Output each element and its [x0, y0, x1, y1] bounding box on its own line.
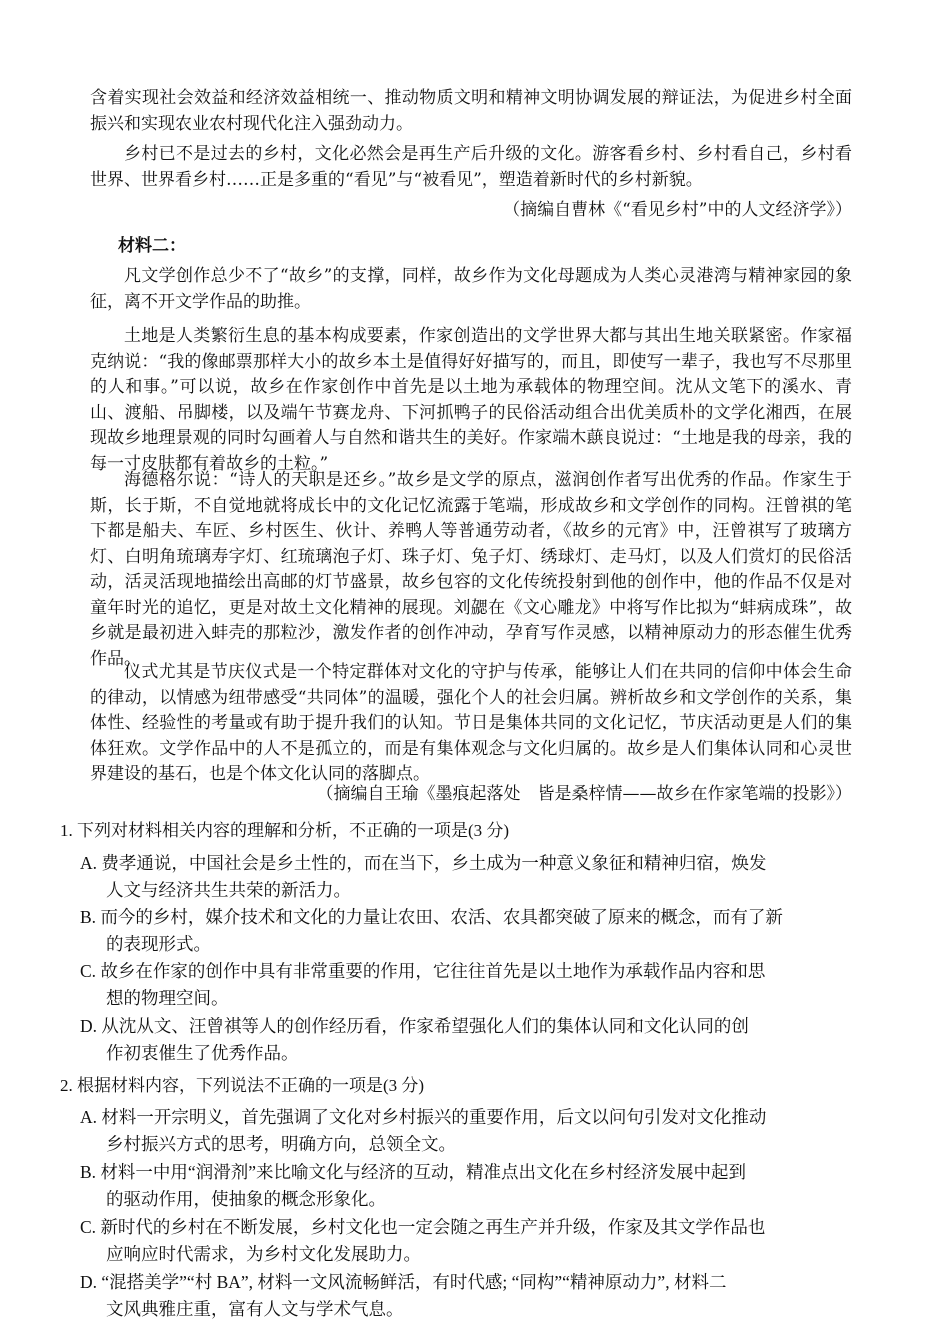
material1-paragraph-last: 乡村已不是过去的乡村，文化必然会是再生产后升级的文化。游客看乡村、乡村看自己，乡村看世界、世界看乡村……正是多重的“看见”与“被看见”，塑造着新时代的乡村新貌。	[90, 144, 852, 190]
material1-paragraph-continued: 含着实现社会效益和经济效益相统一、推动物质文明和精神文明协调发展的辩证法，为促进乡村全面振兴和实现农业农村现代化注入强劲动力。	[90, 88, 852, 134]
option-text-line2: 应响应时代需求，为乡村文化发展助力。	[106, 1244, 421, 1264]
option-text-line2: 的驱动作用，使抽象的概念形象化。	[106, 1189, 386, 1209]
option-text-line1: 新时代的乡村在不断发展，乡村文化也一定会随之再生产并升级，作家及其文学作品也	[100, 1217, 766, 1237]
option-label: A.	[80, 1107, 98, 1127]
question-1-option-a[interactable]	[80, 850, 850, 904]
material2-paragraph-3: 海德格尔说：“诗人的天职是还乡。”故乡是文学的原点，滋润创作者写出优秀的作品。作家生于斯，长于斯，不自觉地就将成长中的文化记忆流露于笔端，形成故乡和文学创作的同构。汪曾祺的笔下都是船夫、车匠、乡村医生、伙计、养鸭人等普通劳动者，《故乡的元宵》中，汪曾祺写了玻璃方灯、白明角琉璃寿字灯、红琉璃泡子灯、珠子灯、兔子灯、绣球灯、走马灯，以及人们赏灯的民俗活动，活灵活现地描绘出高邮的灯节盛景，故乡包容的文化传统投射到他的创作中，他的作品不仅是对童年时光的追忆，更是对故土文化精神的展现。刘勰在《文心雕龙》中将写作比拟为“蚌病成珠”，故乡就是最初进入蚌壳的那粒沙，激发作者的创作冲动，孕育写作灵感，以精神原动力的形态催生优秀作品。	[90, 470, 852, 669]
question-2-option-c[interactable]	[80, 1214, 850, 1268]
material2-paragraph-2: 土地是人类繁衍生息的基本构成要素，作家创造出的文学世界大都与其出生地关联紧密。作家福克纳说：“我的像邮票那样大小的故乡本土是值得好好描写的，而且，即使写一辈子，我也写不尽那里的人和事。”可以说，故乡在作家创作中首先是以土地为承载体的物理空间。沈从文笔下的溪水、青山、渡船、吊脚楼，以及端午节赛龙舟、下河抓鸭子的民俗活动组合出优美质朴的文学化湘西，在展现故乡地理景观的同时勾画着人与自然和谐共生的美好。作家端木蕻良说过：“土地是我的母亲，我的每一寸皮肤都有着故乡的土粒。”	[90, 326, 852, 474]
option-text-line1: 故乡在作家的创作中具有非常重要的作用，它往往首先是以土地作为承载作品内容和思	[100, 961, 766, 981]
option-text-line2: 作初衷催生了优秀作品。	[106, 1043, 299, 1063]
question-2-stem: 2. 根据材料内容，下列说法不正确的一项是(3 分)	[60, 1076, 425, 1095]
option-text-line1: 费孝通说，中国社会是乡土性的，而在当下，乡土成为一种意义象征和精神归宿，焕发	[101, 853, 767, 873]
option-text-line2: 人文与经济共生共荣的新活力。	[106, 880, 351, 900]
option-text-line2: 文风典雅庄重，富有人文与学术气息。	[106, 1299, 404, 1319]
question-1-option-b[interactable]	[80, 904, 850, 958]
material2-paragraph-1: 凡文学创作总少不了“故乡”的支撑，同样，故乡作为文化母题成为人类心灵港湾与精神家园的象征，离不开文学作品的助推。	[90, 266, 852, 312]
question-2-option-b[interactable]	[80, 1159, 850, 1213]
option-text-line1: 材料一开宗明义，首先强调了文化对乡村振兴的重要作用，后文以问句引发对文化推动	[101, 1107, 767, 1127]
option-label: D.	[80, 1272, 98, 1292]
option-label: B.	[80, 907, 97, 927]
option-text-line2: 想的物理空间。	[106, 988, 229, 1008]
question-1-option-d[interactable]	[80, 1013, 850, 1067]
material2-heading: 材料二：	[118, 236, 186, 256]
question-1-option-c[interactable]	[80, 958, 850, 1012]
option-text-line1: 而今的乡村，媒介技术和文化的力量让农田、农活、农具都突破了原来的概念，而有了新	[100, 907, 783, 927]
option-text-line1: 材料一中用“润滑剂”来比喻文化与经济的互动，精准点出文化在乡村经济发展中起到	[100, 1162, 746, 1182]
option-text-line2: 乡村振兴方式的思考，明确方向，总领全文。	[106, 1134, 456, 1154]
question-2-option-a[interactable]	[80, 1104, 850, 1158]
option-label: C.	[80, 961, 97, 981]
option-label: A.	[80, 853, 98, 873]
question-1-stem: 1. 下列对材料相关内容的理解和分析，不正确的一项是(3 分)	[60, 821, 510, 840]
option-text-line2: 的表现形式。	[106, 934, 211, 954]
option-label: D.	[80, 1016, 98, 1036]
option-text-line1: “混搭美学”“村 BA”, 材料一文风流畅鲜活，有时代感; “同构”“精神原动力”, 材料二	[101, 1272, 727, 1292]
option-text-line1: 从沈从文、汪曾祺等人的创作经历看，作家希望强化人们的集体认同和文化认同的创	[101, 1016, 749, 1036]
material2-source: （摘编自王瑜《墨痕起落处 皆是桑梓情——故乡在作家笔端的投影》）	[316, 784, 852, 804]
material2-paragraph-4: 仪式尤其是节庆仪式是一个特定群体对文化的守护与传承，能够让人们在共同的信仰中体会生命的律动，以情感为纽带感受“共同体”的温暖，强化个人的社会归属。辨析故乡和文学创作的关系，集体性、经验性的考量或有助于提升我们的认知。节日是集体共同的文化记忆，节庆活动更是人们的集体狂欢。文学作品中的人不是孤立的，而是有集体观念与文化归属的。故乡是人们集体认同和心灵世界建设的基石，也是个体文化认同的落脚点。	[90, 662, 852, 784]
option-label: B.	[80, 1162, 97, 1182]
option-label: C.	[80, 1217, 97, 1237]
material1-source: （摘编自曹林《“看见乡村”中的人文经济学》）	[503, 200, 852, 220]
question-2-option-d[interactable]	[80, 1269, 850, 1323]
